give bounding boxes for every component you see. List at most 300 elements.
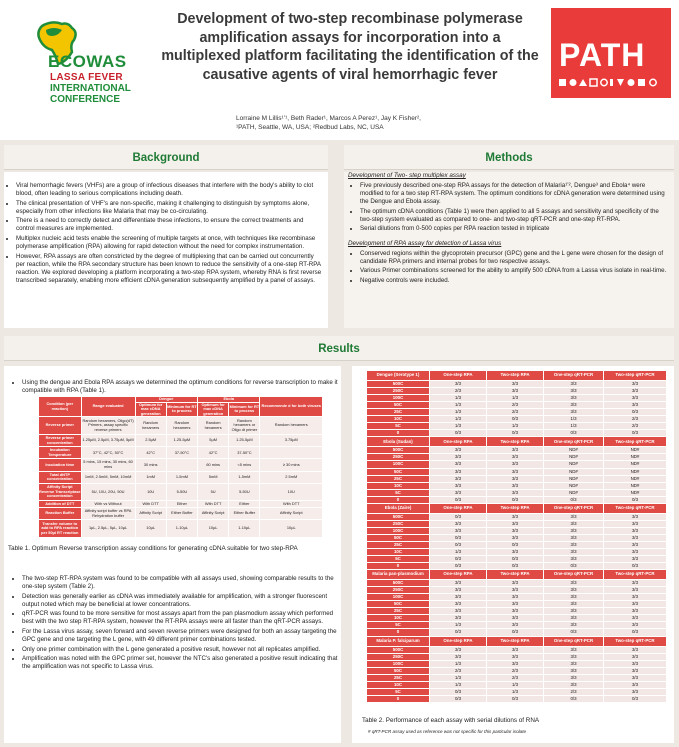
table1-cell: 5µM	[198, 435, 229, 447]
methods-bullet: • Conserved regions within the glycoprotein precursor (GPC) gene and the L gene were chosen for the design of candidate RPA primers and internal probes for two respective assays.	[360, 250, 670, 266]
table2-cell: 3/3	[430, 527, 487, 534]
table1-head-recommend: Recommende d for both viruses	[260, 397, 323, 417]
table2-column-header: One-step RPA	[430, 636, 487, 646]
results-intro-bullet: • Using the dengue and Ebola RPA assays we determined the optimum conditions for reverse transcription to make it compatible with RPA (Table 1).	[22, 379, 340, 395]
table2-cell: 3/3	[430, 489, 487, 496]
table2-dilution: 10C	[367, 482, 430, 489]
table2-cell: 3/3	[430, 601, 487, 608]
table2-cell: 0/3	[544, 563, 604, 570]
table2-row	[367, 541, 667, 548]
table1-cell: Either	[166, 501, 197, 508]
table1-cell: Either	[229, 501, 260, 508]
table1-cell: 1-10µL	[166, 520, 197, 538]
table1-cell	[260, 447, 323, 459]
table2-cell: 3/3	[430, 520, 487, 527]
table2-column-header: One-step qRT-PCR	[544, 570, 604, 580]
table2-cell: 0/3	[604, 695, 667, 702]
table2-cell: 3/3	[487, 520, 544, 527]
table2-cell: 3/3	[544, 587, 604, 594]
table1-cell: With DTT	[135, 501, 166, 508]
table2-cell: 3/3	[430, 608, 487, 615]
table2-cell: ND#	[544, 461, 604, 468]
table1-cell: <5 mins	[229, 459, 260, 471]
table2-cell: 3/3	[544, 667, 604, 674]
table2-cell: ND#	[604, 482, 667, 489]
table2-cell: 3/3	[604, 601, 667, 608]
table2-cell: 0/3	[430, 688, 487, 695]
table2-assay-name: Ebola (Sudan)	[367, 437, 430, 447]
path-logo-symbols-icon	[559, 78, 663, 88]
table2-cell: 3/3	[604, 674, 667, 681]
table1-row-label: Addition of DTT	[39, 501, 82, 508]
table1-subhead: Minimum for RT to process	[229, 402, 260, 417]
table2-assay-name: Malaria pan-plasmodium	[367, 570, 430, 580]
table1-caption: Table 1. Optimum Reverse transcription assay conditions for generating cDNA suitable for two step-RPA	[8, 545, 298, 552]
table2-row	[367, 402, 667, 409]
table1-row	[39, 417, 323, 435]
table2-row	[367, 695, 667, 702]
table1-cell: 5 mins, 15 mins, 30 mins, 60 mins	[81, 459, 135, 471]
table2-serial-dilutions	[366, 370, 667, 703]
table2-row	[367, 454, 667, 461]
table2-dilution: 5C	[367, 688, 430, 695]
table2-cell: 3/3	[430, 594, 487, 601]
table2-row	[367, 381, 667, 388]
results-list	[10, 575, 340, 673]
table2-row	[367, 556, 667, 563]
table1-cell: Random hexamers	[198, 417, 229, 435]
table2-column-header: Two-step qRT-PCR	[604, 371, 667, 381]
table2-block-header	[367, 503, 667, 513]
table2-cell: ND#	[544, 489, 604, 496]
table2-cell: 0/3	[604, 409, 667, 416]
table2-row	[367, 608, 667, 615]
table2-cell: 3/3	[544, 381, 604, 388]
table2-column-header: Two-step RPA	[487, 371, 544, 381]
table2-assay-name: Dengue (Serotype 1)	[367, 371, 430, 381]
table1-cell: 1mM, 2.5mM, 5mM, 10mM	[81, 471, 135, 483]
table2-row	[367, 489, 667, 496]
table2-cell: 3/3	[544, 388, 604, 395]
table1-head-condition: Condition (per reaction)	[39, 397, 82, 417]
table2-cell: 3/3	[544, 674, 604, 681]
table1-cell: Affinity Script	[198, 508, 229, 520]
table1-cell: Random hexamers	[135, 417, 166, 435]
table2-cell: 2/3	[487, 402, 544, 409]
table2-column-header: Two-step qRT-PCR	[604, 437, 667, 447]
table2-cell: 1/3	[487, 681, 544, 688]
table1-cell: 1.25-5µM	[166, 435, 197, 447]
table2-cell: 0/3	[430, 629, 487, 636]
table2-cell: 3/3	[604, 402, 667, 409]
table1-cell: Affinity Script	[260, 508, 323, 520]
table1-row-label: Total dNTP concentration	[39, 471, 82, 483]
table2-cell: 3/3	[604, 681, 667, 688]
table2-row	[367, 513, 667, 520]
table2-row	[367, 667, 667, 674]
table2-cell: 3/3	[544, 615, 604, 622]
table1-cell: 2.5µM	[135, 435, 166, 447]
table2-cell: 1/3	[430, 402, 487, 409]
table2-cell: 3/3	[544, 527, 604, 534]
table2-row	[367, 409, 667, 416]
table1-row-label: Incubation Temperature	[39, 447, 82, 459]
table2-row	[367, 622, 667, 629]
table2-block-header	[367, 570, 667, 580]
table2-column-header: Two-step RPA	[487, 503, 544, 513]
table2-dilution: 250C	[367, 653, 430, 660]
table1-cell: With vs Without	[81, 501, 135, 508]
table2-dilution: 100C	[367, 594, 430, 601]
table2-dilution: 100C	[367, 461, 430, 468]
results-bullet: • qRT-PCR was found to be more sensitive for most assays apart from the pan plasmodium assay which performed best with the two step RT-RPA system, however the RT-RPA assays were all faster than the qRT-PCR assays.	[22, 610, 340, 626]
table2-cell: 3/3	[604, 541, 667, 548]
table2-cell: 3/3	[487, 548, 544, 555]
table1-cell: 1.25-5µM	[229, 435, 260, 447]
table2-cell: ND#	[544, 468, 604, 475]
table1-subhead: Optimum for max cDNA generation	[198, 402, 229, 417]
methods-bullet: • The optimum cDNA conditions (Table 1) were then applied to all 5 assays and sensitivity and specificity of the two-step system evaluated as compared to one- and two-step qRT-PCR and one-step RT-RPA.	[360, 208, 670, 224]
table1-row	[39, 447, 323, 459]
table2-row	[367, 674, 667, 681]
results-bullet: • Only one primer combination with the L gene generated a positive result, however not all replicates amplified.	[22, 646, 340, 654]
table2-cell: 3/3	[487, 381, 544, 388]
table2-cell: 3/3	[487, 461, 544, 468]
table2-dilution: 5C	[367, 622, 430, 629]
table2-dilution: 0	[367, 629, 430, 636]
table2-block-header	[367, 636, 667, 646]
table2-cell: 3/3	[487, 622, 544, 629]
affiliations: ¹PATH, Seattle, WA, USA; ²Redbud Labs, NC, USA	[236, 124, 384, 131]
table1-cell: 42°C	[135, 447, 166, 459]
table2-cell: 0/3	[604, 430, 667, 437]
table2-cell: 1/3	[430, 395, 487, 402]
table1-cell: Random hexamers, Oligo(dT) Primers, assay specific reverse primers	[81, 417, 135, 435]
table2-dilution: 500C	[367, 381, 430, 388]
table2-cell: 1/3	[430, 681, 487, 688]
table2-dilution: 10C	[367, 615, 430, 622]
table1-row	[39, 471, 323, 483]
table2-row	[367, 468, 667, 475]
table2-cell: 3/3	[430, 482, 487, 489]
table2-cell: 3/3	[430, 653, 487, 660]
authors: Lorraine M Lillis¹ʼ¹, Beth Rader¹, Marcos A Perez¹, Jay K Fisher²,	[236, 115, 421, 122]
table2-cell: 0/3	[604, 629, 667, 636]
table1-row-label: Incubation time	[39, 459, 82, 471]
table2-cell: 3/3	[604, 580, 667, 587]
table2-row	[367, 601, 667, 608]
table2-dilution: 50C	[367, 402, 430, 409]
table2-cell: 0/3	[487, 496, 544, 503]
table1-cell: 42°C	[198, 447, 229, 459]
table2-dilution: 250C	[367, 520, 430, 527]
methods-heading: Methods	[485, 152, 533, 164]
table1-cell: With DTT	[198, 501, 229, 508]
table2-cell: 3/3	[604, 653, 667, 660]
background-bullet: • Multiplex nucleic acid tests enable the screening of multiple targets at once, with techniques like recombinase polymerase amplification (RPA) allowing for rapid detection without the need for complex instrumentation.	[16, 235, 322, 251]
table1-row-label: Affinity Script Reverse Transcriptase concentration	[39, 483, 82, 501]
table2-row	[367, 615, 667, 622]
table1-cell: Random hexamers	[166, 417, 197, 435]
table2-cell: 0/3	[430, 496, 487, 503]
table2-row	[367, 681, 667, 688]
table2-cell: ND#	[604, 489, 667, 496]
table2-cell: 0/3	[430, 534, 487, 541]
conference-line1: LASSA FEVER	[50, 72, 123, 83]
background-heading-bar	[4, 145, 328, 170]
table1-cell: 5mM	[198, 471, 229, 483]
table2-cell: 3/3	[604, 587, 667, 594]
table2-cell: 1/3	[487, 688, 544, 695]
table2-cell: 3/3	[487, 482, 544, 489]
table2-row	[367, 423, 667, 430]
table2-cell: 3/3	[544, 541, 604, 548]
table2-cell: 3/3	[430, 587, 487, 594]
table2-cell: 0/3	[430, 563, 487, 570]
table2-dilution: 5C	[367, 556, 430, 563]
table2-cell: 3/3	[544, 556, 604, 563]
background-bullet: • The clinical presentation of VHF's are non-specific, making it challenging to distinguish by symptoms alone, especially from other infections like Malaria that may be co-circulating.	[16, 200, 322, 216]
table2-cell: 3/3	[487, 475, 544, 482]
table2-caption: Table 2. Performance of each assay with serial dilutions of RNA	[362, 717, 540, 724]
table2-cell: 3/3	[604, 615, 667, 622]
table2-cell: 3/3	[544, 594, 604, 601]
table2-row	[367, 527, 667, 534]
table1-cell: With DTT	[260, 501, 323, 508]
table2-dilution: 25C	[367, 541, 430, 548]
table1-cell: 10U	[135, 483, 166, 501]
table2-column-header: One-step RPA	[430, 371, 487, 381]
table2-footnote: # qRT-PCR assay used as reference was not specific for this particular isolate	[368, 729, 527, 734]
table2-cell: 3/3	[604, 534, 667, 541]
results-bullet: • The two-step RT-RPA system was found to be compatible with all assays used, showing comparable results to the one-step system (Table 2).	[22, 575, 340, 591]
table2-cell: 3/3	[487, 489, 544, 496]
table1-cell: 1-10µL	[229, 520, 260, 538]
table2-cell: 0/3	[487, 695, 544, 702]
table2-dilution: 250C	[367, 388, 430, 395]
table2-cell: 3/3	[487, 601, 544, 608]
table2-dilution: 10C	[367, 548, 430, 555]
table1-subhead: Minimum for RT to process	[166, 402, 197, 417]
table1-cell: 1.25µM, 2.5µM, 3.75µM, 5µM	[81, 435, 135, 447]
table1-row	[39, 483, 323, 501]
background-bullet: • Viral hemorrhagic fevers (VHFs) are a group of infectious diseases that interfere with the body's ability to clot blood, often leading to serious complications including death.	[16, 182, 322, 198]
table2-column-header: Two-step RPA	[487, 636, 544, 646]
table2-cell: 3/3	[604, 667, 667, 674]
table2-dilution: 25C	[367, 674, 430, 681]
table2-cell: 3/3	[430, 461, 487, 468]
table2-cell: 3/3	[604, 688, 667, 695]
table1-row-label: Reaction Buffer	[39, 508, 82, 520]
table1-cell: 5U, 10U, 20U, 50U	[81, 483, 135, 501]
table1-head-dengue: Dengue	[135, 397, 197, 403]
table2-cell: 3/3	[604, 622, 667, 629]
table2-cell: 1/3	[487, 395, 544, 402]
table2-cell: 3/3	[544, 513, 604, 520]
table2-cell: 3/3	[487, 587, 544, 594]
table2-cell: 3/3	[604, 395, 667, 402]
table2-cell: 1/3	[430, 548, 487, 555]
table1-cell: 60 mins	[198, 459, 229, 471]
table2-cell: 3/3	[430, 475, 487, 482]
table2-cell: 3/3	[487, 527, 544, 534]
table2-cell: 1/3	[430, 622, 487, 629]
table2-cell: 0/3	[604, 563, 667, 570]
table2-cell: 3/3	[604, 594, 667, 601]
table2-column-header: One-step RPA	[430, 437, 487, 447]
methods-subheading-1: Development of Two- step multiplex assay	[348, 172, 466, 179]
table1-head-ebola: Ebola	[198, 397, 260, 403]
table2-cell: 0/3	[430, 513, 487, 520]
poster-title: Development of two-step recombinase polymerase amplification assays for incorporation into a multiplexed platform facilitating the identification of the causative agents of viral hemorrhagic fever	[161, 11, 539, 83]
table2-cell: 3/3	[604, 381, 667, 388]
table2-cell: 3/3	[487, 608, 544, 615]
table1-cell: 37-50°C	[166, 447, 197, 459]
table2-dilution: 25C	[367, 475, 430, 482]
table2-row	[367, 447, 667, 454]
table2-row	[367, 563, 667, 570]
table1-row	[39, 459, 323, 471]
table2-cell: 0/3	[487, 563, 544, 570]
table1-cell: Random hexamers or Oligo dt primer	[229, 417, 260, 435]
table2-cell: 3/3	[544, 580, 604, 587]
table2-row	[367, 416, 667, 423]
table2-dilution: 0	[367, 430, 430, 437]
table2-dilution: 50C	[367, 468, 430, 475]
table1-cell: 10µL	[260, 520, 323, 538]
table2-row	[367, 475, 667, 482]
table2-row	[367, 395, 667, 402]
results-heading-bar	[4, 336, 674, 361]
table2-cell: 3/3	[487, 447, 544, 454]
table2-cell: 3/3	[487, 513, 544, 520]
table2-cell: 2/3	[487, 409, 544, 416]
table2-cell: 3/3	[544, 646, 604, 653]
table1-cell: 1-5mM	[166, 471, 197, 483]
table2-row	[367, 587, 667, 594]
table2-cell: 0/3	[430, 695, 487, 702]
table2-cell: 3/3	[604, 660, 667, 667]
table2-cell: 3/3	[544, 534, 604, 541]
table1-cell: 5-50U	[229, 483, 260, 501]
table2-column-header: Two-step RPA	[487, 437, 544, 447]
table2-cell: 3/3	[487, 580, 544, 587]
table2-cell: 0/3	[487, 629, 544, 636]
table2-cell: 3/3	[487, 660, 544, 667]
table1-head-range: Range evaluated	[81, 397, 135, 417]
methods-bullet: • Serial dilutions from 0-500 copies per RPA reaction tested in triplicate	[360, 225, 670, 233]
table2-block-header	[367, 371, 667, 381]
table2-assay-name: Ebola (Zaire)	[367, 503, 430, 513]
table2-cell: 1/3	[430, 423, 487, 430]
table2-row	[367, 496, 667, 503]
table2-cell: 0/3	[487, 416, 544, 423]
table1-row	[39, 520, 323, 538]
table2-cell: ND#	[604, 468, 667, 475]
table2-cell: ND#	[544, 482, 604, 489]
table2-row	[367, 580, 667, 587]
table2-cell: 3/3	[604, 513, 667, 520]
table2-cell: 3/3	[544, 402, 604, 409]
table2-cell: 1/3	[487, 423, 544, 430]
table2-dilution: 100C	[367, 395, 430, 402]
table2-cell: 0/3	[544, 629, 604, 636]
table1-subhead: Optimum for max cDNA generation	[135, 402, 166, 417]
table2-cell: 1/3	[544, 416, 604, 423]
table2-cell: 3/3	[604, 520, 667, 527]
table2-dilution: 250C	[367, 587, 430, 594]
table2-cell: 2/3	[604, 416, 667, 423]
table2-row	[367, 520, 667, 527]
table2-row	[367, 646, 667, 653]
table2-dilution: 250C	[367, 454, 430, 461]
table2-cell: 3/3	[487, 646, 544, 653]
background-list	[4, 172, 328, 285]
table2-row	[367, 482, 667, 489]
table2-column-header: One-step qRT-PCR	[544, 371, 604, 381]
results-heading: Results	[318, 343, 360, 355]
table2-cell: 1/3	[544, 423, 604, 430]
table2-dilution: 0	[367, 695, 430, 702]
table2-cell: 3/3	[544, 622, 604, 629]
table2-cell: 3/3	[544, 608, 604, 615]
table2-row	[367, 594, 667, 601]
table2-cell: 2/3	[487, 674, 544, 681]
background-panel	[4, 172, 328, 328]
table1-cell: 10U	[260, 483, 323, 501]
table1-cell: Affinity Script	[135, 508, 166, 520]
table2-cell: 3/3	[430, 468, 487, 475]
table2-cell: 0/3	[430, 541, 487, 548]
methods-bullet: • Various Primer combinations screened for the ability to amplify 500 cDNA from a Lassa virus isolate in real-time.	[360, 267, 670, 275]
table2-cell: 3/3	[430, 381, 487, 388]
methods-heading-bar	[344, 145, 674, 170]
table2-column-header: One-step RPA	[430, 503, 487, 513]
table2-cell: 3/3	[604, 646, 667, 653]
table2-cell: 3/3	[430, 454, 487, 461]
table1-body	[39, 417, 323, 538]
table2-row	[367, 629, 667, 636]
conference-name: ECOWAS	[48, 52, 127, 71]
table2-cell: 3/3	[430, 447, 487, 454]
table1-cell: Either Buffer	[166, 508, 197, 520]
table2-cell: 2/3	[430, 667, 487, 674]
table1-row-label: Reverse primer	[39, 417, 82, 435]
table2-dilution: 0	[367, 496, 430, 503]
table2-column-header: One-step qRT-PCR	[544, 503, 604, 513]
conference-line2: INTERNATIONAL	[50, 83, 131, 94]
conference-logo	[28, 18, 168, 118]
table2-cell: 1/3	[430, 674, 487, 681]
table2-cell: 3/3	[430, 646, 487, 653]
table2-dilution: 500C	[367, 646, 430, 653]
path-logo-text: PATH	[559, 37, 646, 73]
table2-cell: 0/3	[487, 541, 544, 548]
table2-row	[367, 388, 667, 395]
table2-dilution: 100C	[367, 527, 430, 534]
table2-cell: 3/3	[430, 615, 487, 622]
table2-assay-name: Malaria P. falciparum	[367, 636, 430, 646]
table1-cell: 5-50U	[166, 483, 197, 501]
table2-cell: 3/3	[487, 594, 544, 601]
table2-cell: 3/3	[544, 395, 604, 402]
table2-row	[367, 688, 667, 695]
table1-cell: Random hexamers	[260, 417, 323, 435]
background-bullet: • There is a need to correctly detect and differentiate these infections, to ensure the correct treatments and control measures are implemented.	[16, 217, 322, 233]
results-bullet: • Amplification was noted with the GPC primer set, however the NTC's also generated a positive result indicating that the amplification was not specific to Lassa virus.	[22, 655, 340, 671]
table1-rt-conditions	[38, 396, 323, 538]
conference-line3: CONFERENCE	[50, 94, 121, 105]
